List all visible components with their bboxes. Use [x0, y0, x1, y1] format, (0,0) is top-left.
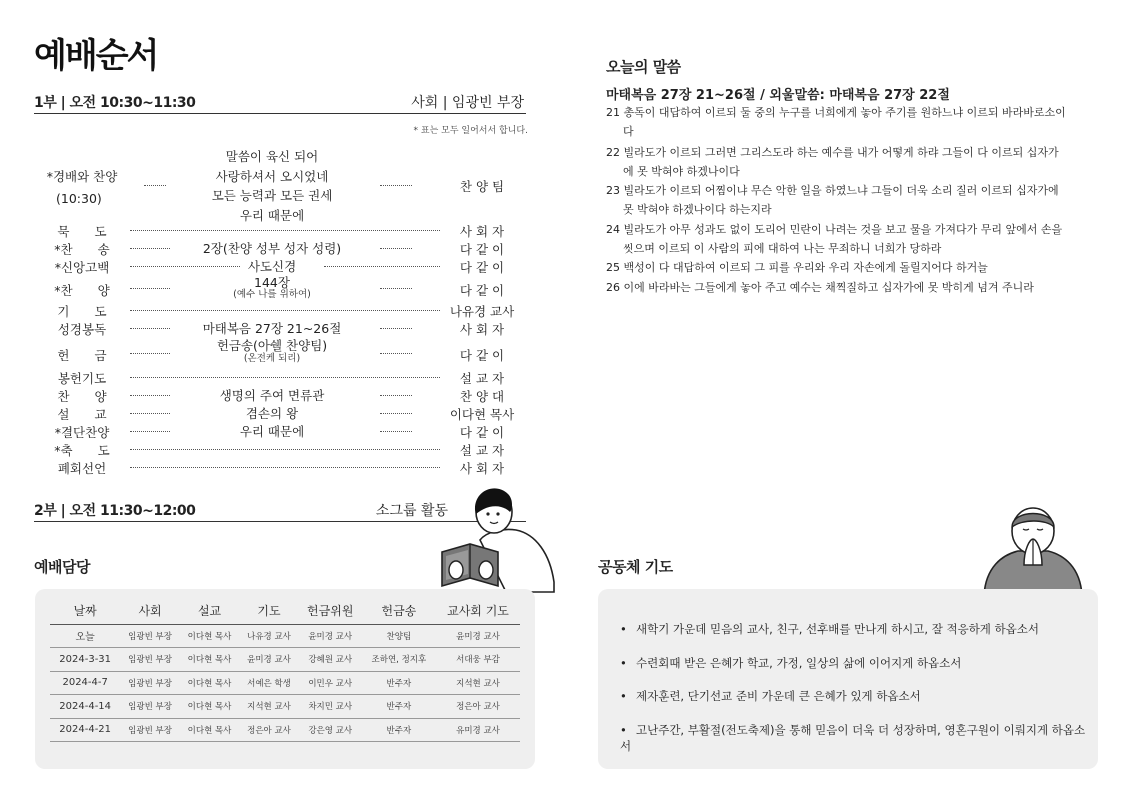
order-item-name: 묵 도	[57, 224, 107, 239]
order-item-content: 헌금송(아쉘 찬양팀) (온전케 되리)	[216, 338, 328, 364]
table-cell: 서대웅 부감	[436, 648, 520, 672]
table-cell: 이민우 교사	[299, 671, 362, 695]
verse-23: 23 빌라도가 이르되 어찜이냐 무슨 악한 일을 하였느냐 그들이 더욱 소리 질러 이르되 십자가에 못 박혀야 하겠나이다 하는지라	[606, 184, 1059, 216]
part1-host: 사회 | 임광빈 부장	[411, 95, 524, 111]
table-cell: 반주자	[362, 718, 436, 742]
order-row	[34, 369, 530, 387]
table-cell: 강혜원 교사	[299, 648, 362, 672]
table-row	[50, 718, 520, 742]
order-row	[34, 302, 530, 320]
table-cell: 2024-3-31	[50, 648, 120, 672]
order-row	[34, 320, 530, 338]
table-row	[50, 695, 520, 719]
bullet-icon: •	[620, 656, 627, 670]
table-cell: 임광빈 부장	[120, 648, 179, 672]
order-item-person: 사 회 자	[459, 224, 505, 239]
table-cell: 2024-4-14	[50, 695, 120, 719]
reading-person-illustration	[436, 482, 558, 594]
table-cell: 오늘	[50, 624, 120, 648]
order-row	[34, 276, 530, 302]
prayer-item: • 제자훈련, 단기선교 준비 가운데 큰 은혜가 있게 하옵소서	[620, 689, 921, 703]
duty-col-offering-song: 헌금송	[362, 598, 436, 624]
table-cell: 윤미경 교사	[299, 624, 362, 648]
bullet-icon: •	[620, 723, 627, 737]
order-row	[34, 240, 530, 258]
table-cell: 반주자	[362, 671, 436, 695]
duty-col-sermon: 설교	[180, 598, 239, 624]
table-row	[50, 671, 520, 695]
order-item-name: 봉헌기도	[57, 371, 107, 386]
verse-22: 22 빌라도가 이르되 그러면 그리스도라 하는 예수를 내가 어떻게 하랴 그들이 다 이르되 십자가에 못 박혀야 하겠나이다	[606, 146, 1059, 178]
table-cell: 유미경 교사	[436, 718, 520, 742]
table-cell: 2024-4-7	[50, 671, 120, 695]
bullet-icon: •	[620, 689, 627, 703]
table-cell: 윤미경 교사	[436, 624, 520, 648]
order-item-content: 생명의 주여 면류관	[219, 388, 325, 403]
order-row	[34, 258, 530, 276]
table-cell: 이다현 목사	[180, 624, 239, 648]
order-item-content: 2장(찬양 성부 성자 성령)	[202, 241, 342, 256]
table-cell: 2024-4-21	[50, 718, 120, 742]
table-cell: 조하연, 정지후	[362, 648, 436, 672]
page-title: 예배순서	[34, 36, 158, 76]
order-item-person: 나유경 교사	[449, 304, 515, 319]
order-item-content: 우리 때문에	[239, 424, 305, 439]
order-item-content: 겸손의 왕	[245, 406, 299, 421]
standing-note: * 표는 모두 일어서서 합니다.	[413, 126, 528, 136]
table-cell: 차지민 교사	[299, 695, 362, 719]
table-cell: 이다현 목사	[180, 718, 239, 742]
order-row	[34, 387, 530, 405]
order-item-name: 찬 양	[57, 389, 107, 404]
order-item-person: 사 회 자	[459, 461, 505, 476]
table-cell: 지석현 교사	[436, 671, 520, 695]
prayer-title: 공동체 기도	[598, 558, 673, 576]
order-item-name: 폐회선언	[57, 461, 107, 476]
duty-col-date: 날짜	[50, 598, 120, 624]
duty-col-offering: 헌금위원	[299, 598, 362, 624]
word-title: 오늘의 말씀	[606, 58, 681, 76]
order-item-content: 144장 (예수 나를 위하여)	[233, 275, 311, 300]
table-cell: 서예은 학생	[239, 671, 298, 695]
order-item-person: 찬 양 팀	[459, 179, 505, 194]
order-row	[34, 405, 530, 423]
table-cell: 윤미경 교사	[239, 648, 298, 672]
verse-25: 25 백성이 다 대답하여 이르되 그 피를 우리와 우리 자손에게 돌릴지어다 하거늘	[606, 261, 988, 274]
order-item-person: 다 같 이	[459, 425, 505, 440]
order-row	[34, 441, 530, 459]
table-cell: 강은영 교사	[299, 718, 362, 742]
order-item-name: *찬 양	[54, 283, 110, 298]
table-cell: 임광빈 부장	[120, 671, 179, 695]
order-item-person: 다 같 이	[459, 242, 505, 257]
table-cell: 찬양팀	[362, 624, 436, 648]
order-row	[34, 147, 530, 225]
order-item-name: *찬 송	[54, 242, 110, 257]
order-item-name: 설 교	[57, 407, 107, 422]
table-cell: 반주자	[362, 695, 436, 719]
part2-label: 2부 | 오전 11:30~12:00	[34, 503, 196, 519]
part1-header	[34, 90, 526, 114]
order-item-content: 마태복음 27장 21~26절	[202, 321, 342, 336]
table-cell: 임광빈 부장	[120, 695, 179, 719]
table-cell: 임광빈 부장	[120, 718, 179, 742]
prayer-item: • 새학기 가운데 믿음의 교사, 친구, 선후배를 만나게 하시고, 잘 적응하게 하옵소서	[620, 622, 1040, 636]
order-item-person: 다 같 이	[459, 348, 505, 363]
verse-24: 24 빌라도가 아무 성과도 없이 도리어 민란이 나려는 것을 보고 물을 가져다가 무리 앞에서 손을 씻으며 이르되 이 사람의 피에 대하여 나는 무죄하니 너희가 당하라	[606, 223, 1063, 255]
order-item-person: 이다현 목사	[449, 407, 515, 422]
part2-activity: 소그룹 활동	[375, 503, 448, 519]
order-item-person: 다 같 이	[459, 283, 505, 298]
prayer-item: • 고난주간, 부활절(전도축제)을 통해 믿음이 더욱 더 성장하며, 영혼구원이 이뤄지게 하옵소서	[620, 723, 1086, 753]
order-item-content: 사도신경	[247, 259, 297, 274]
table-row	[50, 648, 520, 672]
order-row	[34, 338, 530, 368]
verse-21: 21 총독이 대답하여 이르되 둘 중의 누구를 너희에게 놓아 주기를 원하느냐 이르되 바라바로소이다	[606, 106, 1066, 138]
bullet-icon: •	[620, 622, 627, 636]
duty-header-row	[50, 598, 520, 624]
order-item-person: 사 회 자	[459, 322, 505, 337]
order-item-name: 기 도	[57, 304, 107, 319]
order-item-name: *결단찬양	[54, 425, 110, 440]
duty-col-prayer: 기도	[239, 598, 298, 624]
table-cell: 이다현 목사	[180, 671, 239, 695]
order-item-person: 설 교 자	[459, 443, 505, 458]
verse-26: 26 이에 바라바는 그들에게 놓아 주고 예수는 채찍질하고 십자가에 못 박히게 넘겨 주니라	[606, 281, 1034, 294]
duty-col-teacher-prayer: 교사회 기도	[436, 598, 520, 624]
order-item-person: 설 교 자	[459, 371, 505, 386]
order-item-person: 다 같 이	[459, 260, 505, 275]
word-reference: 마태복음 27장 21~26절 / 외울말씀: 마태복음 27장 22절	[606, 88, 950, 103]
table-cell: 이다현 목사	[180, 695, 239, 719]
part1-label: 1부 | 오전 10:30~11:30	[34, 95, 196, 111]
order-row	[34, 423, 530, 441]
order-item-name: *신앙고백	[54, 260, 110, 275]
order-item-person: 찬 양 대	[459, 389, 505, 404]
table-cell: 정은아 교사	[436, 695, 520, 719]
order-row	[34, 222, 530, 240]
duty-table	[50, 598, 520, 742]
order-row	[34, 459, 530, 477]
table-row	[50, 624, 520, 648]
table-cell: 이다현 목사	[180, 648, 239, 672]
order-item-name: 헌 금	[57, 348, 107, 363]
duty-col-host: 사회	[120, 598, 179, 624]
prayer-item: • 수련회때 받은 은혜가 학교, 가정, 일상의 삶에 이어지게 하옵소서	[620, 656, 962, 670]
order-item-name: 성경봉독	[57, 322, 107, 337]
order-item-content: 말씀이 육신 되어 사랑하셔서 오시었네 모든 능력과 모든 권세 우리 때문에	[211, 149, 333, 223]
duty-title: 예배담당	[34, 558, 90, 576]
order-item-name: *축 도	[54, 443, 110, 458]
table-cell: 임광빈 부장	[120, 624, 179, 648]
table-cell: 지석현 교사	[239, 695, 298, 719]
table-cell: 나유경 교사	[239, 624, 298, 648]
table-cell: 정은아 교사	[239, 718, 298, 742]
order-item-name: *경배와 찬양 (10:30)	[46, 169, 118, 206]
praying-person-illustration	[980, 505, 1086, 597]
